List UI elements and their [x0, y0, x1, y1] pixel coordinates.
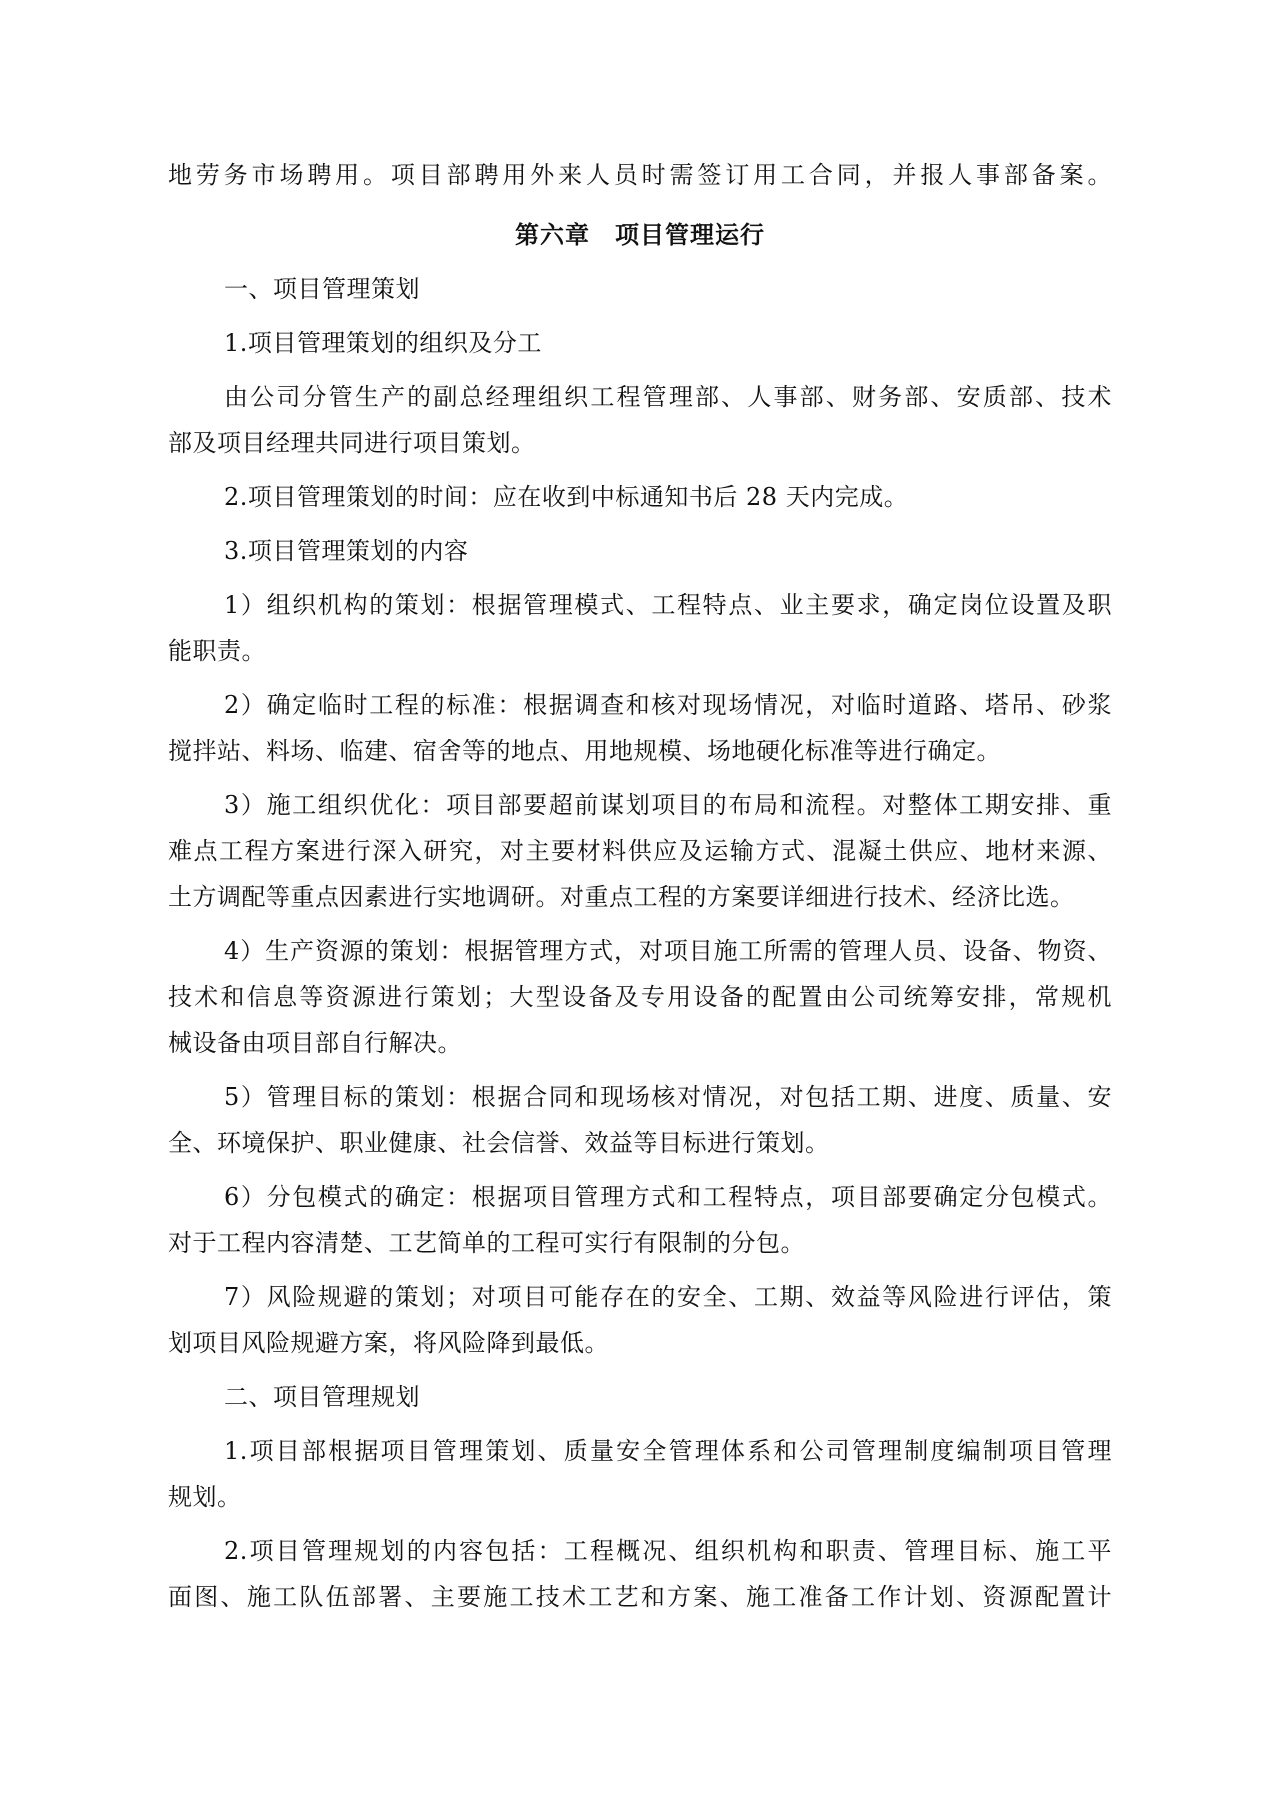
paragraph-line: 能职责。	[168, 637, 266, 665]
item-heading: 3.项目管理策划的内容	[224, 537, 469, 565]
paragraph	[168, 682, 1112, 774]
paragraph-line: 6）分包模式的确定：根据项目管理方式和工程特点，项目部要确定分包模式。	[224, 1183, 1112, 1211]
paragraph: 2.项目管理策划的时间：应在收到中标通知书后 28 天内完成。	[224, 483, 909, 511]
paragraph-line: 1.项目部根据项目管理策划、质量安全管理体系和公司管理制度编制项目管理	[224, 1437, 1112, 1465]
paragraph	[168, 374, 1112, 466]
paragraph-line: 2.项目管理规划的内容包括：工程概况、组织机构和职责、管理目标、施工平	[224, 1537, 1112, 1565]
paragraph	[168, 582, 1112, 674]
paragraph	[168, 1174, 1112, 1266]
paragraph-line: 由公司分管生产的副总经理组织工程管理部、人事部、财务部、安质部、技术	[224, 383, 1112, 411]
paragraph-line: 面图、施工队伍部署、主要施工技术工艺和方案、施工准备工作计划、资源配置计	[168, 1583, 1112, 1611]
paragraph-line: 规划。	[168, 1483, 242, 1511]
paragraph	[168, 1528, 1112, 1620]
paragraph-line: 对于工程内容清楚、工艺简单的工程可实行有限制的分包。	[168, 1229, 805, 1257]
paragraph-line: 全、环境保护、职业健康、社会信誉、效益等目标进行策划。	[168, 1129, 830, 1157]
paragraph	[168, 1274, 1112, 1366]
paragraph	[168, 928, 1112, 1066]
paragraph-line: 技术和信息等资源进行策划；大型设备及专用设备的配置由公司统筹安排，常规机	[168, 983, 1112, 1011]
item-heading: 1.项目管理策划的组织及分工	[224, 329, 542, 357]
paragraph-line: 5）管理目标的策划：根据合同和现场核对情况，对包括工期、进度、质量、安	[224, 1083, 1112, 1111]
paragraph-line: 部及项目经理共同进行项目策划。	[168, 429, 536, 457]
paragraph	[168, 782, 1112, 920]
section-heading: 一、项目管理策划	[224, 275, 420, 303]
paragraph-line: 械设备由项目部自行解决。	[168, 1029, 462, 1057]
chapter-title: 第六章 项目管理运行	[515, 221, 765, 249]
paragraph-line: 土方调配等重点因素进行实地调研。对重点工程的方案要详细进行技术、经济比选。	[168, 883, 1075, 911]
paragraph	[168, 1074, 1112, 1166]
paragraph-line: 难点工程方案进行深入研究，对主要材料供应及运输方式、混凝土供应、地材来源、	[168, 837, 1112, 865]
paragraph-line: 7）风险规避的策划；对项目可能存在的安全、工期、效益等风险进行评估，策	[224, 1283, 1112, 1311]
paragraph-line: 4）生产资源的策划：根据管理方式，对项目施工所需的管理人员、设备、物资、	[224, 937, 1112, 965]
continuation-line: 地劳务市场聘用。项目部聘用外来人员时需签订用工合同，并报人事部备案。	[168, 161, 1112, 189]
paragraph-line: 3）施工组织优化：项目部要超前谋划项目的布局和流程。对整体工期安排、重	[224, 791, 1112, 819]
paragraph-line: 2）确定临时工程的标准：根据调查和核对现场情况，对临时道路、塔吊、砂浆	[224, 691, 1112, 719]
document-body	[168, 152, 1112, 1620]
paragraph	[168, 1428, 1112, 1520]
paragraph-line: 1）组织机构的策划：根据管理模式、工程特点、业主要求，确定岗位设置及职	[224, 591, 1112, 619]
section-heading: 二、项目管理规划	[224, 1383, 420, 1411]
paragraph-line: 搅拌站、料场、临建、宿舍等的地点、用地规模、场地硬化标准等进行确定。	[168, 737, 1001, 765]
paragraph-line: 划项目风险规避方案，将风险降到最低。	[168, 1329, 609, 1357]
